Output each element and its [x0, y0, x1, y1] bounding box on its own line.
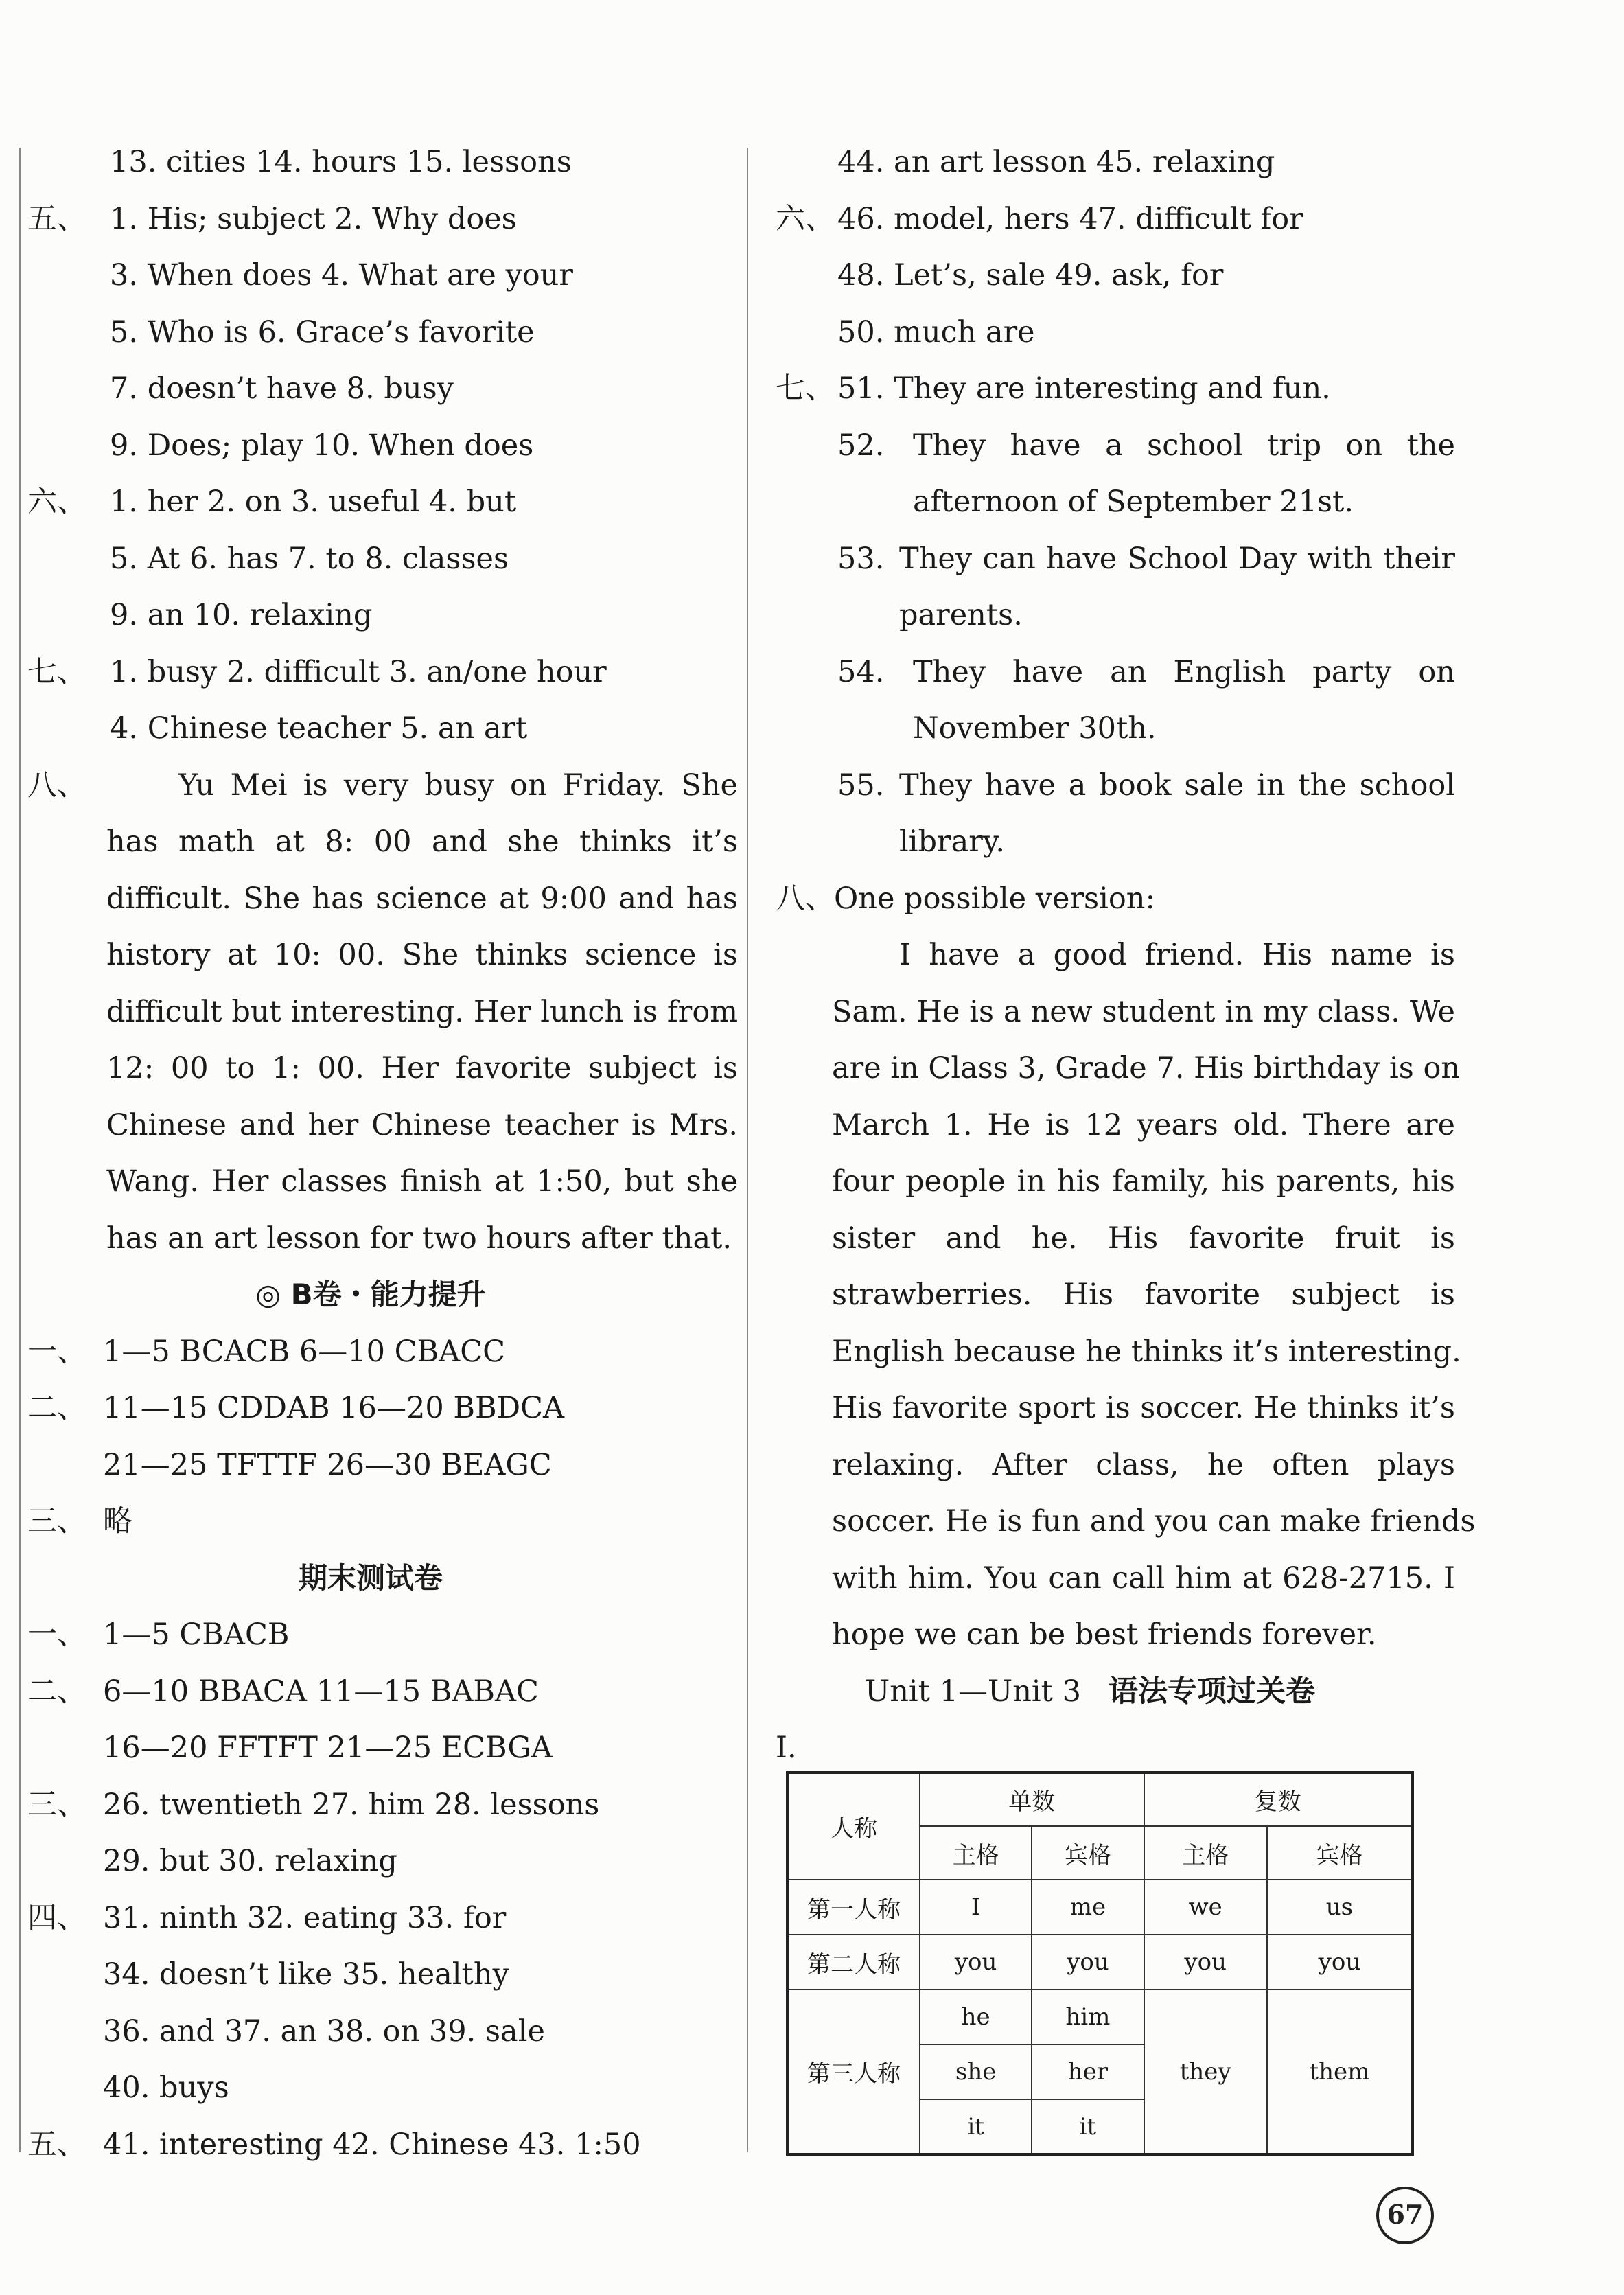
answer-row: 50. much are — [837, 314, 1035, 349]
table-cell: him — [1032, 1990, 1144, 2044]
left-column — [27, 134, 738, 2173]
table-cell: she — [920, 2044, 1032, 2099]
essay-line: history at 10: 00. She thinks science is — [106, 938, 738, 972]
essay-line: soccer. He is fun and you can make friends — [832, 1504, 1476, 1538]
table-cell: me — [1032, 1880, 1144, 1935]
answer-row: 四、 31. ninth 32. eating 33. for — [27, 1900, 507, 1935]
answer-row: 44. an art lesson 45. relaxing — [837, 145, 1275, 179]
answer-row: afternoon of September 21st. — [913, 485, 1354, 519]
essay-line: are in Class 3, Grade 7. His birthday is on — [832, 1051, 1461, 1085]
answer-row: 三、 略 — [27, 1504, 132, 1538]
table-cell: we — [1144, 1880, 1267, 1935]
answer-row: 9. an 10. relaxing — [110, 598, 373, 632]
answer-row: 一、 1—5 BCACB 6—10 CBACC — [27, 1334, 506, 1369]
essay-line: I have a good friend. His name is — [899, 938, 1455, 972]
answer-row: 54. They have an English party on — [837, 654, 1455, 689]
answer-row: 三、 26. twentieth 27. him 28. lessons — [27, 1787, 600, 1822]
table-cell: you — [1267, 1935, 1413, 1990]
essay-line: four people in his family, his parents, his — [832, 1164, 1455, 1199]
table-cell: you — [920, 1935, 1032, 1990]
answer-row: 53. They can have School Day with their — [837, 541, 1455, 576]
answer-row: 52. They have a school trip on the — [837, 428, 1455, 463]
object-header: 宾格 — [1032, 1826, 1144, 1880]
essay-line: difficult but interesting. Her lunch is from — [106, 994, 738, 1029]
answer-row: 3. When does 4. What are your — [110, 258, 573, 292]
answer-row: library. — [899, 824, 1006, 859]
answer-row: 34. doesn’t like 35. healthy — [103, 1957, 509, 1992]
essay-line: His favorite sport is soccer. He thinks it’s — [832, 1391, 1455, 1425]
subject-header: 主格 — [920, 1826, 1032, 1880]
answer-row: 一、 1—5 CBACB — [27, 1617, 290, 1652]
essay-line: relaxing. After class, he often plays — [832, 1447, 1455, 1482]
answer-row: 五、 1. His; subject 2. Why does — [27, 201, 517, 236]
table-cell: it — [1032, 2099, 1144, 2154]
answer-row: 7. doesn’t have 8. busy — [110, 371, 454, 406]
table-cell: them — [1267, 1990, 1413, 2154]
answer-row: 二、 11—15 CDDAB 16—20 BBDCA — [27, 1391, 565, 1425]
table-cell: they — [1144, 1990, 1267, 2154]
section-b-heading: ◎ B卷・能力提升 — [255, 1278, 486, 1311]
essay-line: English because he thinks it’s interesting. — [832, 1334, 1461, 1369]
plural-header: 复数 — [1144, 1773, 1413, 1826]
essay-line: sister and he. His favorite fruit is — [832, 1221, 1455, 1256]
answer-row: 36. and 37. an 38. on 39. sale — [103, 2014, 545, 2049]
essay-line: difficult. She has science at 9:00 and has — [106, 881, 738, 916]
answer-row: 55. They have a book sale in the school — [837, 768, 1455, 803]
final-exam-heading: 期末测试卷 — [298, 1560, 443, 1595]
answer-row: 七、 51. They are interesting and fun. — [776, 371, 1331, 406]
answer-row: 9. Does; play 10. When does — [110, 428, 534, 463]
answer-row: 七、 1. busy 2. difficult 3. an/one hour — [27, 654, 607, 689]
essay-line: with him. You can call him at 628-2715. I — [832, 1560, 1455, 1595]
answer-row: 5. Who is 6. Grace’s favorite — [110, 314, 535, 349]
essay-line: hope we can be best friends forever. — [832, 1617, 1377, 1652]
answer-row: 二、 6—10 BBACA 11—15 BABAC — [27, 1674, 539, 1709]
table-cell: her — [1032, 2044, 1144, 2099]
person-header: 人称 — [787, 1773, 920, 1880]
answer-row: 48. Let’s, sale 49. ask, for — [837, 258, 1224, 292]
first-person-label: 第一人称 — [787, 1880, 920, 1935]
answer-row: 21—25 TFTTF 26—30 BEAGC — [103, 1447, 552, 1482]
column-divider — [747, 148, 748, 2152]
essay-line: has math at 8: 00 and she thinks it’s — [106, 824, 738, 859]
answer-row: 40. buys — [103, 2071, 229, 2105]
object-header: 宾格 — [1267, 1826, 1413, 1880]
table-cell: us — [1267, 1880, 1413, 1935]
answer-row: 八、 One possible version: — [776, 881, 1155, 916]
essay-line: Sam. He is a new student in my class. We — [832, 994, 1455, 1029]
left-margin-line — [19, 148, 21, 2152]
essay-line: Chinese and her Chinese teacher is Mrs. — [106, 1107, 738, 1142]
answer-row: 29. but 30. relaxing — [103, 1844, 397, 1878]
answer-row: 六、 1. her 2. on 3. useful 4. but — [27, 485, 517, 519]
essay-line: Wang. Her classes finish at 1:50, but she — [106, 1164, 738, 1199]
unit-heading: Unit 1—Unit 3 语法专项过关卷 — [865, 1674, 1315, 1709]
answer-row: November 30th. — [913, 711, 1157, 746]
answer-row: 16—20 FFTFT 21—25 ECBGA — [103, 1731, 553, 1765]
right-column — [776, 134, 1476, 1777]
answer-row: 五、 41. interesting 42. Chinese 43. 1:50 — [27, 2127, 641, 2162]
answer-row: 13. cities 14. hours 15. lessons — [110, 145, 572, 179]
answer-row: 5. At 6. has 7. to 8. classes — [110, 541, 509, 576]
table-cell: I — [920, 1880, 1032, 1935]
essay-line: strawberries. His favorite subject is — [832, 1278, 1455, 1312]
table-cell: he — [920, 1990, 1032, 2044]
section-number: Ⅰ. — [776, 1731, 797, 1765]
answer-row: 六、 46. model, hers 47. difficult for — [776, 201, 1303, 236]
essay-line: March 1. He is 12 years old. There are — [832, 1107, 1455, 1142]
singular-header: 单数 — [920, 1773, 1144, 1826]
table-cell: it — [920, 2099, 1032, 2154]
essay-line: has an art lesson for two hours after that. — [106, 1221, 732, 1256]
essay-line: 八、 Yu Mei is very busy on Friday. She — [27, 768, 738, 803]
page-number: 67 — [1376, 2187, 1434, 2244]
table-cell: you — [1032, 1935, 1144, 1990]
subject-header: 主格 — [1144, 1826, 1267, 1880]
table-cell: you — [1144, 1935, 1267, 1990]
answer-row: 4. Chinese teacher 5. an art — [110, 711, 528, 746]
pronoun-table — [786, 1771, 1414, 2156]
third-person-label: 第三人称 — [787, 1990, 920, 2154]
essay-line: 12: 00 to 1: 00. Her favorite subject is — [106, 1051, 738, 1085]
second-person-label: 第二人称 — [787, 1935, 920, 1990]
answer-row: parents. — [899, 598, 1023, 632]
